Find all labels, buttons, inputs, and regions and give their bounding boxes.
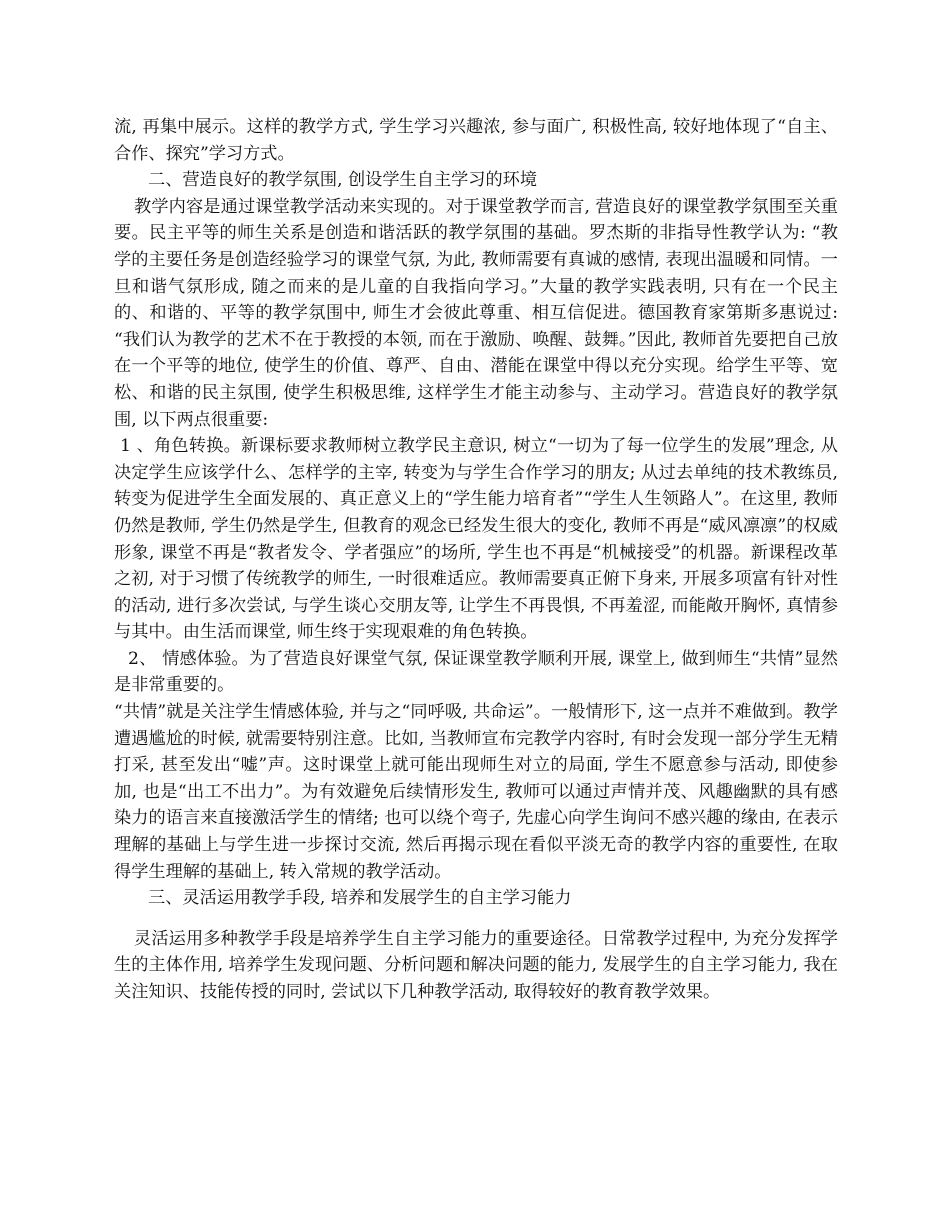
section-heading-2: 二、营造良好的教学氛围, 创设学生自主学习的环境 — [148, 170, 538, 191]
paragraph-role-change: 1 、角色转换。新课标要求教师树立教学民主意识, 树立“一切为了每一位学生的发展”理念, 从决定学生应该学什么、怎样学的主宰, 转变为与学生合作学习的朋友; 从过去单纯的技术教练员, 转变为促进学生全面发展的、真正意义上的“学生能力培育者”“学生人生领路人”。在这里, 教师仍然是教师, 学生仍然是学生, 但教育的观念已经发生很大的变化, 教师不再是“威风凛凛”的权威形象, 课堂不再是“教者发令、学者强应”的场所, 学生也不再是“机械接受”的机器。新课程改革之初, 对于习惯了传统教学的师生, 一时很难适应。教师需要真正俯下身来, 开展多项富有针对性的活动, 进行多次尝试, 与学生谈心交朋友等, 让学生不再畏惧, 不再羞涩, 而能敞开胸怀, 真情参与其中。由生活而课堂, 师生终于实现艰难的角色转换。 — [114, 436, 838, 643]
paragraph-empathy: “共情”就是关注学生情感体验, 并与之“同呼吸, 共命运”。一般情形下, 这一点并不难做到。教学遭遇尴尬的时候, 就需要特别注意。比如, 当教师宣布完教学内容时, 有时会发现一部分学生无精打采, 甚至发出“嘘”声。这时课堂上就可能出现师生对立的局面, 学生不愿意参与活动, 即使参加, 也是“出工不出力”。为有效避免后续情形发生, 教师可以通过声情并茂、风趣幽默的具有感染力的语言来直接激活学生的情绪; 也可以绕个弯子, 先虚心向学生询问不感兴趣的缘由, 在表示理解的基础上与学生进一步探讨交流, 然后再揭示现在看似平淡无奇的教学内容的重要性, 在取得学生理解的基础上, 转入常规的教学活动。 — [114, 702, 838, 882]
paragraph-emotional-experience: 2、 情感体验。为了营造良好课堂气氛, 保证课堂教学顺利开展, 课堂上, 做到师生“共情”显然是非常重要的。 — [114, 648, 838, 696]
paragraph-teaching-atmosphere: 教学内容是通过课堂教学活动来实现的。对于课堂教学而言, 营造良好的课堂教学氛围至关重要。民主平等的师生关系是创造和谐活跃的教学氛围的基础。罗杰斯的非指导性教学认为: “教学的主要任务是创造经验学习的课堂气氛, 为此, 教师需要有真诚的感情, 表现出温暖和同情。一旦和谐气氛形成, 随之而来的是儿童的自我指向学习。”大量的教学实践表明, 只有在一个民主的、和谐的、平等的教学氛围中, 师生才会彼此尊重、相互信促进。德国教育家第斯多惠说过: “我们认为教学的艺术不在于教授的本领, 而在于激励、唤醒、鼓舞。”因此, 教师首先要把自己放在一个平等的地位, 使学生的价值、尊严、自由、潜能在课堂中得以充分实现。给学生平等、宽松、和谐的民主氛围, 使学生积极思维, 这样学生才能主动参与、主动学习。营造良好的教学氛围, 以下两点很重要: — [114, 196, 838, 430]
paragraph-gap — [114, 912, 838, 926]
document-body — [114, 114, 838, 1006]
paragraph-continuation: 流, 再集中展示。这样的教学方式, 学生学习兴趣浓, 参与面广, 积极性高, 较好地体现了“自主、合作、探究”学习方式。 — [114, 117, 838, 164]
paragraph-teaching-methods: 灵活运用多种教学手段是培养学生自主学习能力的重要途径。日常教学过程中, 为充分发挥学生的主体作用, 培养学生发现问题、分析问题和解决问题的能力, 发展学生的自主学习能力, 我在关注知识、技能传授的同时, 尝试以下几种教学活动, 取得较好的教育教学效果。 — [114, 928, 838, 1002]
section-heading-3: 三、灵活运用教学手段, 培养和发展学生的自主学习能力 — [148, 888, 572, 909]
